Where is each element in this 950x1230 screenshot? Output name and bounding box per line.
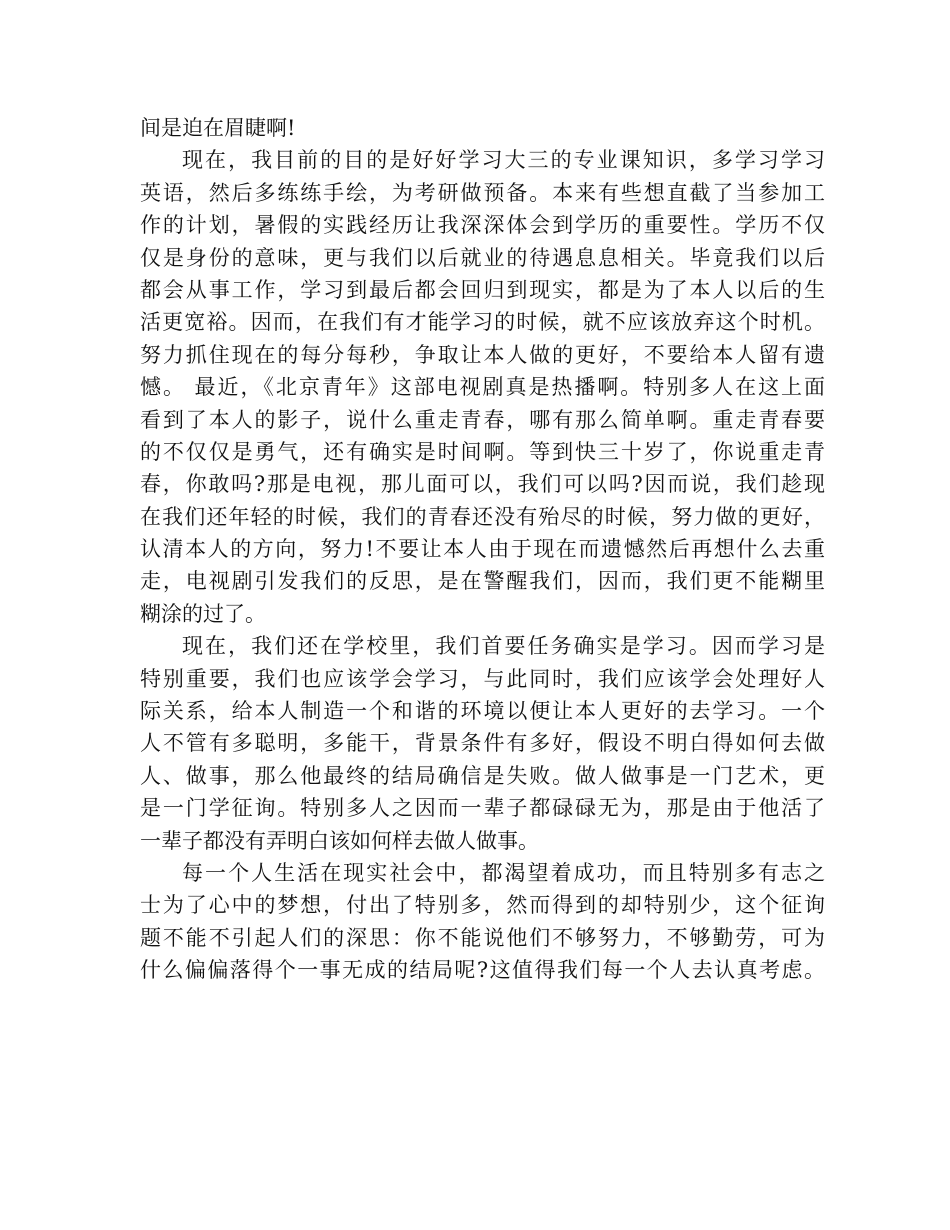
text-line: 人不管有多聪明，多能干，背景条件有多好，假设不明白得如何去做 bbox=[140, 731, 825, 756]
paragraph-last-line: 糊涂的过了。 bbox=[140, 601, 266, 626]
text-line: 活更宽裕。因而，在我们有才能学习的时候，就不应该放弃这个时机。 bbox=[140, 310, 825, 335]
text-line: 看到了本人的影子，说什么重走青春，哪有那么简单啊。重走青春要 bbox=[140, 407, 825, 432]
text-line: 仅是身份的意味，更与我们以后就业的待遇息息相关。毕竟我们以后 bbox=[140, 245, 825, 270]
text-line: 人、做事，那么他最终的结局确信是失败。做人做事是一门艺术，更 bbox=[140, 763, 825, 788]
text-line: 努力抓住现在的每分每秒，争取让本人做的更好，不要给本人留有遗 bbox=[140, 342, 825, 367]
text-line: 都会从事工作，学习到最后都会回归到现实，都是为了本人以后的生 bbox=[140, 277, 825, 302]
text-line: 题不能不引起人们的深思：你不能说他们不够努力，不够勤劳，可为 bbox=[140, 925, 825, 950]
text-line: 间是迫在眉睫啊! bbox=[140, 116, 296, 140]
text-line: 作的计划，暑假的实践经历让我深深体会到学历的重要性。学历不仅 bbox=[140, 213, 825, 238]
paragraph-first-line: 现在，我们还在学校里，我们首要任务确实是学习。因而学习是 bbox=[182, 634, 825, 659]
text-line: 什么偏偏落得个一事无成的结局呢?这值得我们每一个人去认真考虑。 bbox=[140, 958, 825, 983]
paragraph-first-line: 现在，我目前的目的是好好学习大三的专业课知识，多学习学习 bbox=[182, 148, 825, 173]
text-line: 际关系，给本人制造一个和谐的环境以便让本人更好的去学习。一个 bbox=[140, 699, 825, 724]
text-line: 憾。 最近，《北京青年》这部电视剧真是热播啊。特别多人在这上面 bbox=[140, 375, 825, 400]
paragraph-first-line: 每一个人生活在现实社会中，都渴望着成功，而且特别多有志之 bbox=[182, 860, 825, 885]
text-line: 认清本人的方向，努力!不要让本人由于现在而遗憾然后再想什么去重 bbox=[140, 537, 825, 562]
text-line: 是一门学征询。特别多人之因而一辈子都碌碌无为，那是由于他活了 bbox=[140, 796, 825, 821]
text-line: 春，你敢吗?那是电视，那儿面可以，我们可以吗?因而说，我们趁现 bbox=[140, 472, 825, 497]
body-text bbox=[140, 112, 825, 987]
paragraph-last-line: 一辈子都没有弄明白该如何样去做人做事。 bbox=[140, 828, 539, 853]
text-line: 特别重要，我们也应该学会学习，与此同时，我们应该学会处理好人 bbox=[140, 666, 825, 691]
text-line: 走，电视剧引发我们的反思，是在警醒我们，因而，我们更不能糊里 bbox=[140, 569, 825, 594]
text-line: 在我们还年轻的时候，我们的青春还没有殆尽的时候，努力做的更好， bbox=[140, 504, 825, 529]
text-line: 的不仅仅是勇气，还有确实是时间啊。等到快三十岁了，你说重走青 bbox=[140, 439, 825, 464]
text-line: 士为了心中的梦想，付出了特别多，然而得到的却特别少，这个征询 bbox=[140, 893, 825, 918]
text-line: 英语，然后多练练手绘，为考研做预备。本来有些想直截了当参加工 bbox=[140, 180, 825, 205]
